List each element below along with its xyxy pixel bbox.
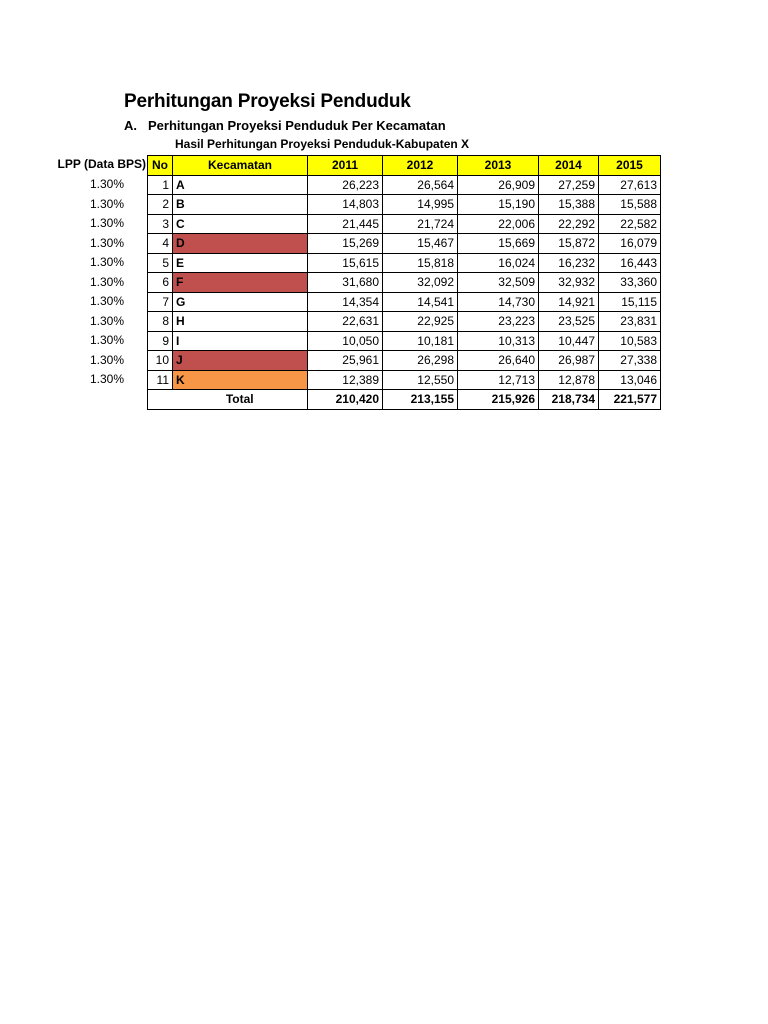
row-value-2012: 10,181 [383, 331, 458, 351]
row-value-2011: 31,680 [308, 273, 383, 293]
row-value-2012: 32,092 [383, 273, 458, 293]
row-value-2011: 26,223 [308, 175, 383, 195]
row-value-2012: 15,818 [383, 253, 458, 273]
table-row [148, 273, 661, 293]
row-kecamatan: A [173, 175, 308, 195]
row-no: 6 [148, 273, 173, 293]
row-no: 1 [148, 175, 173, 195]
row-no: 4 [148, 234, 173, 254]
row-kecamatan: I [173, 331, 308, 351]
row-no: 3 [148, 214, 173, 234]
row-value-2015: 15,588 [599, 195, 661, 215]
row-kecamatan: E [173, 253, 308, 273]
row-kecamatan: F [173, 273, 308, 293]
row-value-2011: 25,961 [308, 351, 383, 371]
row-value-2011: 22,631 [308, 312, 383, 332]
row-value-2013: 15,190 [458, 195, 539, 215]
lpp-value: 1.30% [89, 313, 124, 328]
row-kecamatan: G [173, 292, 308, 312]
lpp-value: 1.30% [89, 196, 124, 211]
row-kecamatan: B [173, 195, 308, 215]
total-label: Total [173, 390, 308, 410]
table-caption: Hasil Perhitungan Proyeksi Penduduk-Kabupaten X [175, 137, 470, 151]
row-value-2014: 23,525 [539, 312, 599, 332]
row-value-2013: 26,640 [458, 351, 539, 371]
row-value-2011: 15,615 [308, 253, 383, 273]
lpp-value: 1.30% [89, 372, 124, 386]
row-kecamatan: J [173, 351, 308, 371]
row-value-2012: 15,467 [383, 234, 458, 254]
table-row [148, 351, 661, 371]
row-value-2013: 23,223 [458, 312, 539, 332]
header-2011: 2011 [308, 156, 383, 176]
row-no: 9 [148, 331, 173, 351]
row-value-2014: 15,872 [539, 234, 599, 254]
row-value-2014: 26,987 [539, 351, 599, 371]
row-no: 7 [148, 292, 173, 312]
row-kecamatan: D [173, 234, 308, 254]
row-value-2015: 22,582 [599, 214, 661, 234]
section-heading [124, 118, 446, 133]
row-value-2014: 22,292 [539, 214, 599, 234]
row-value-2011: 12,389 [308, 370, 383, 390]
row-value-2015: 13,046 [599, 370, 661, 390]
row-kecamatan: H [173, 312, 308, 332]
section-letter: A. [124, 118, 137, 133]
row-value-2013: 12,713 [458, 370, 539, 390]
row-value-2014: 14,921 [539, 292, 599, 312]
row-value-2014: 12,878 [539, 370, 599, 390]
row-no: 8 [148, 312, 173, 332]
row-value-2012: 22,925 [383, 312, 458, 332]
lpp-value: 1.30% [89, 274, 124, 289]
total-blank-cell [148, 390, 173, 410]
row-no: 5 [148, 253, 173, 273]
table-header-row [148, 156, 661, 176]
row-value-2014: 16,232 [539, 253, 599, 273]
row-value-2015: 23,831 [599, 312, 661, 332]
row-value-2013: 22,006 [458, 214, 539, 234]
row-value-2013: 16,024 [458, 253, 539, 273]
total-2014: 218,734 [539, 390, 599, 410]
table-row [148, 370, 661, 390]
total-2011: 210,420 [308, 390, 383, 410]
row-kecamatan: C [173, 214, 308, 234]
row-value-2014: 15,388 [539, 195, 599, 215]
lpp-value: 1.30% [89, 177, 124, 191]
row-value-2012: 26,564 [383, 175, 458, 195]
row-value-2013: 14,730 [458, 292, 539, 312]
table-row [148, 312, 661, 332]
row-value-2012: 21,724 [383, 214, 458, 234]
row-value-2015: 27,338 [599, 351, 661, 371]
row-no: 11 [148, 370, 173, 390]
row-value-2012: 12,550 [383, 370, 458, 390]
lpp-value: 1.30% [89, 352, 124, 367]
total-2013: 215,926 [458, 390, 539, 410]
row-value-2013: 10,313 [458, 331, 539, 351]
row-value-2014: 27,259 [539, 175, 599, 195]
row-value-2014: 32,932 [539, 273, 599, 293]
row-value-2013: 32,509 [458, 273, 539, 293]
row-value-2011: 15,269 [308, 234, 383, 254]
row-value-2012: 14,995 [383, 195, 458, 215]
row-no: 2 [148, 195, 173, 215]
projection-table [147, 155, 661, 410]
row-value-2011: 10,050 [308, 331, 383, 351]
header-2015: 2015 [599, 156, 661, 176]
table-row [148, 175, 661, 195]
lpp-value: 1.30% [89, 333, 124, 347]
row-no: 10 [148, 351, 173, 371]
row-value-2015: 16,443 [599, 253, 661, 273]
table-row [148, 195, 661, 215]
row-value-2012: 14,541 [383, 292, 458, 312]
table-row [148, 234, 661, 254]
row-value-2015: 33,360 [599, 273, 661, 293]
lpp-value: 1.30% [89, 255, 124, 269]
row-value-2015: 10,583 [599, 331, 661, 351]
total-2012: 213,155 [383, 390, 458, 410]
row-value-2014: 10,447 [539, 331, 599, 351]
total-2015: 221,577 [599, 390, 661, 410]
lpp-value: 1.30% [89, 294, 124, 308]
header-2013: 2013 [458, 156, 539, 176]
row-value-2011: 14,803 [308, 195, 383, 215]
lpp-column [54, 175, 124, 390]
lpp-value: 1.30% [89, 235, 124, 250]
table-row [148, 331, 661, 351]
row-value-2013: 15,669 [458, 234, 539, 254]
row-value-2015: 27,613 [599, 175, 661, 195]
row-value-2015: 15,115 [599, 292, 661, 312]
header-kecamatan: Kecamatan [173, 156, 308, 176]
row-value-2011: 14,354 [308, 292, 383, 312]
lpp-value: 1.30% [89, 216, 124, 230]
lpp-header: LPP (Data BPS) [57, 157, 146, 171]
row-value-2013: 26,909 [458, 175, 539, 195]
table-row [148, 253, 661, 273]
row-value-2011: 21,445 [308, 214, 383, 234]
section-title: Perhitungan Proyeksi Penduduk Per Kecamatan [148, 118, 446, 133]
row-kecamatan: K [173, 370, 308, 390]
page-title: Perhitungan Proyeksi Penduduk [124, 91, 411, 112]
table-body [148, 175, 661, 390]
header-2012: 2012 [383, 156, 458, 176]
row-value-2012: 26,298 [383, 351, 458, 371]
row-value-2015: 16,079 [599, 234, 661, 254]
header-2014: 2014 [539, 156, 599, 176]
header-no: No [148, 156, 173, 176]
table-row [148, 292, 661, 312]
total-row [148, 390, 661, 410]
table-row [148, 214, 661, 234]
